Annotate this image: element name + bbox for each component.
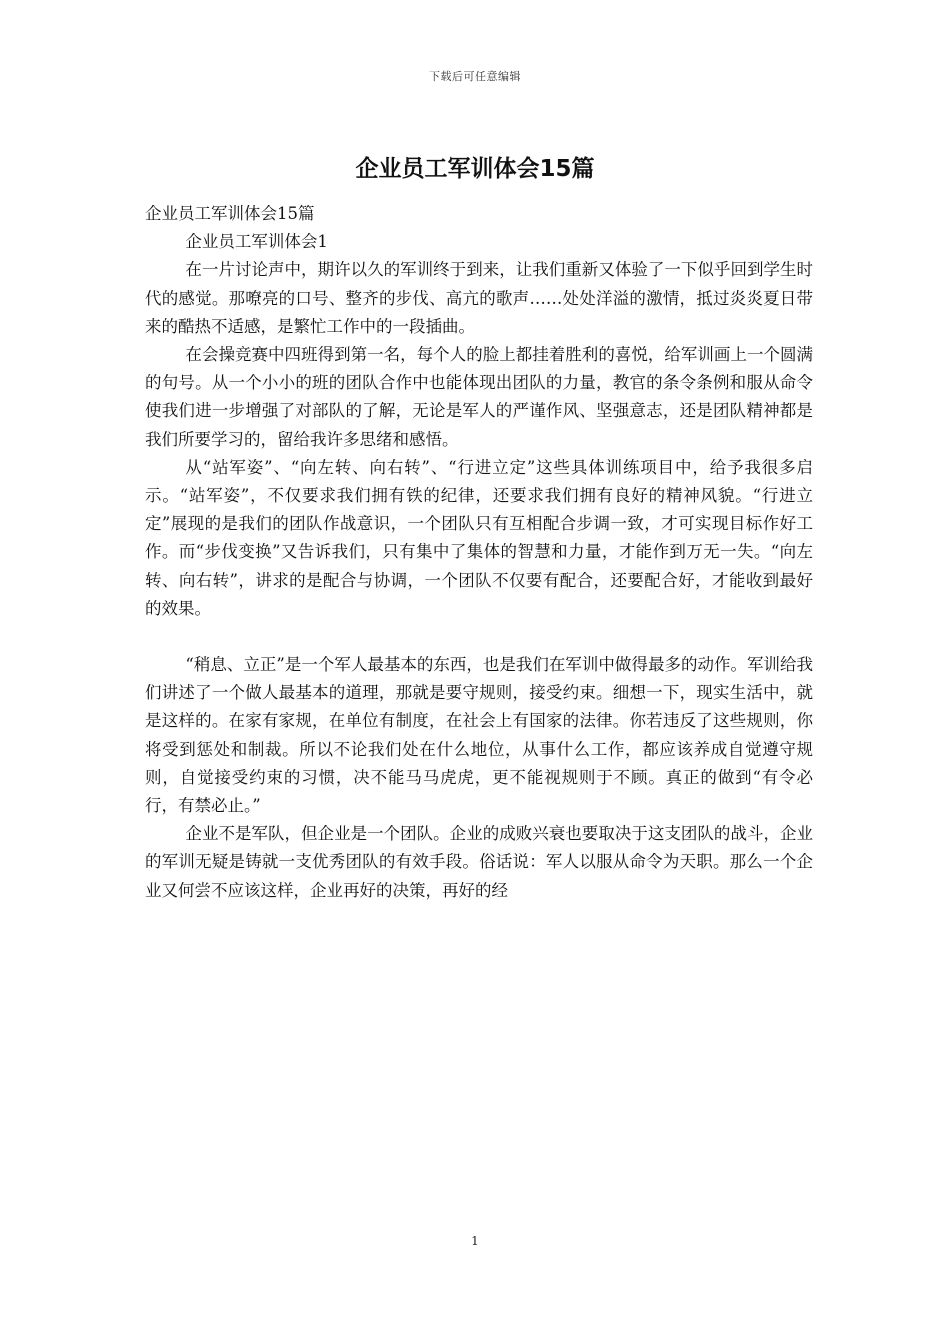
page-number: 1 (471, 1234, 479, 1248)
page-header-note: 下载后可任意编辑 (429, 70, 521, 83)
body-paragraph: 在会操竞赛中四班得到第一名，每个人的脸上都挂着胜利的喜悦，给军训画上一个圆满的句号。从一个小小的班的团队合作中也能体现出团队的力量，教官的条令条例和服从命令使我们进一步增强了对部队的了解，无论是军人的严谨作风、坚强意志，还是团队精神都是我们所要学习的，留给我许多思绪和感悟。 (145, 345, 813, 449)
document-title: 企业员工军训体会15篇 (355, 156, 595, 182)
body-paragraph: 在一片讨论声中，期许以久的军训终于到来，让我们重新又体验了一下似乎回到学生时代的感觉。那嘹亮的口号、整齐的步伐、高亢的歌声……处处洋溢的激情，抵过炎炎夏日带来的酷热不适感，是繁忙工作中的一段插曲。 (145, 260, 813, 336)
subtitle-paragraph: 企业员工军训体会15篇 (145, 204, 315, 223)
body-paragraph: 从“站军姿”、“向左转、向右转”、“行进立定”这些具体训练项目中，给予我很多启示。“站军姿”，不仅要求我们拥有铁的纪律，还要求我们拥有良好的精神风貌。“行进立定”展现的是我们的团队作战意识，一个团队只有互相配合步调一致，才可实现目标作好工作。而“步伐变换”又告诉我们，只有集中了集体的智慧和力量，才能作到万无一失。“向左转、向右转”，讲求的是配合与协调，一个团队不仅要有配合，还要配合好，才能收到最好的效果。 (145, 457, 813, 618)
section-heading: 企业员工军训体会1 (185, 232, 328, 252)
body-paragraph: 企业不是军队，但企业是一个团队。企业的成败兴衰也要取决于这支团队的战斗，企业的军训无疑是铸就一支优秀团队的有效手段。俗话说：军人以服从命令为天职。那么一个企业又何尝不应该这样，企业再好的决策，再好的经 (145, 824, 813, 900)
document-body (145, 200, 813, 905)
body-paragraph: “稍息、立正”是一个军人最基本的东西，也是我们在军训中做得最多的动作。军训给我们讲述了一个做人最基本的道理，那就是要守规则，接受约束。细想一下，现实生活中，就是这样的。在家有家规，在单位有制度，在社会上有国家的法律。你若违反了这些规则，你将受到惩处和制裁。所以不论我们处在什么地位，从事什么工作，都应该养成自觉遵守规则，自觉接受约束的习惯，决不能马马虎虎，更不能视规则于不顾。真正的做到“有令必行，有禁必止。” (145, 655, 813, 816)
